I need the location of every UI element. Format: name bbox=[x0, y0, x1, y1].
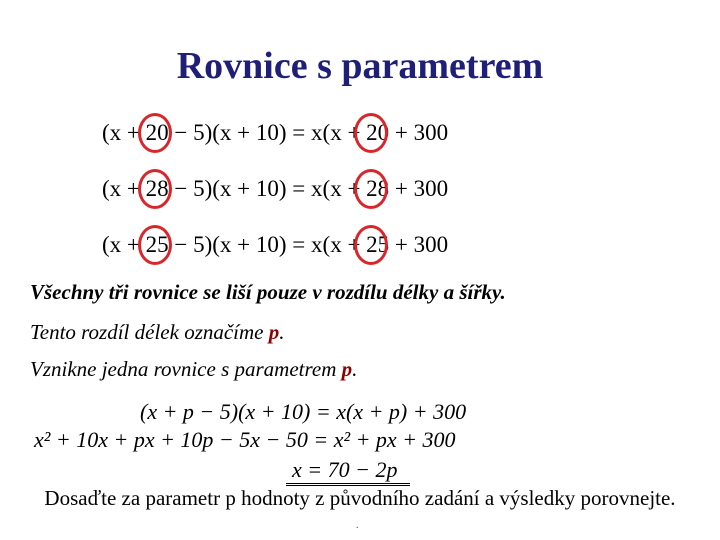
parameter-symbol: p bbox=[341, 357, 353, 381]
equation-part: + 300 bbox=[389, 176, 449, 201]
equation-number: 28 bbox=[145, 176, 169, 201]
line-end: . bbox=[279, 320, 285, 344]
equation-part: + 300 bbox=[389, 120, 449, 145]
highlight-circle bbox=[354, 169, 388, 209]
line-text: Tento rozdíl délek označíme bbox=[30, 320, 269, 344]
equation-number: 25 bbox=[366, 232, 390, 257]
derivation-equation-2: x² + 10x + px + 10p − 5x − 50 = x² + px + 300 bbox=[34, 427, 456, 452]
text-line bbox=[30, 320, 285, 345]
footer-dot: . bbox=[356, 520, 359, 531]
equation-part: − 5)(x + 10) = x(x + bbox=[168, 120, 367, 145]
result-equation: x = 70 − 2p bbox=[292, 457, 398, 482]
line-end: . bbox=[352, 357, 358, 381]
line-text: Vznikne jedna rovnice s parametrem bbox=[30, 357, 342, 381]
text-line bbox=[30, 357, 357, 382]
equation-number: 20 bbox=[366, 120, 390, 145]
page-title: Rovnice s parametrem bbox=[176, 45, 544, 87]
parameter-symbol: p bbox=[268, 320, 280, 344]
highlight-circle bbox=[138, 225, 172, 265]
equation-number: 25 bbox=[145, 232, 169, 257]
note-text: Všechny tři rovnice se liší pouze v rozdílu délky a šířky. bbox=[30, 280, 506, 304]
equation-part: (x + bbox=[102, 176, 146, 201]
highlight-circle bbox=[354, 225, 388, 265]
equation-part: (x + bbox=[102, 120, 146, 145]
equation-part: + 300 bbox=[389, 232, 449, 257]
equation-part: (x + bbox=[102, 232, 146, 257]
equation-number: 20 bbox=[145, 120, 169, 145]
equation-part: − 5)(x + 10) = x(x + bbox=[168, 176, 367, 201]
instruction-text: Dosaďte za parametr p hodnoty z původního zadání a výsledky porovnejte. bbox=[44, 486, 676, 510]
highlight-circle bbox=[138, 169, 172, 209]
derivation-equation-1: (x + p − 5)(x + 10) = x(x + p) + 300 bbox=[140, 399, 467, 424]
highlight-circle bbox=[354, 113, 388, 153]
highlight-circle bbox=[138, 113, 172, 153]
equation-part: − 5)(x + 10) = x(x + bbox=[168, 232, 367, 257]
equation-number: 28 bbox=[366, 176, 390, 201]
